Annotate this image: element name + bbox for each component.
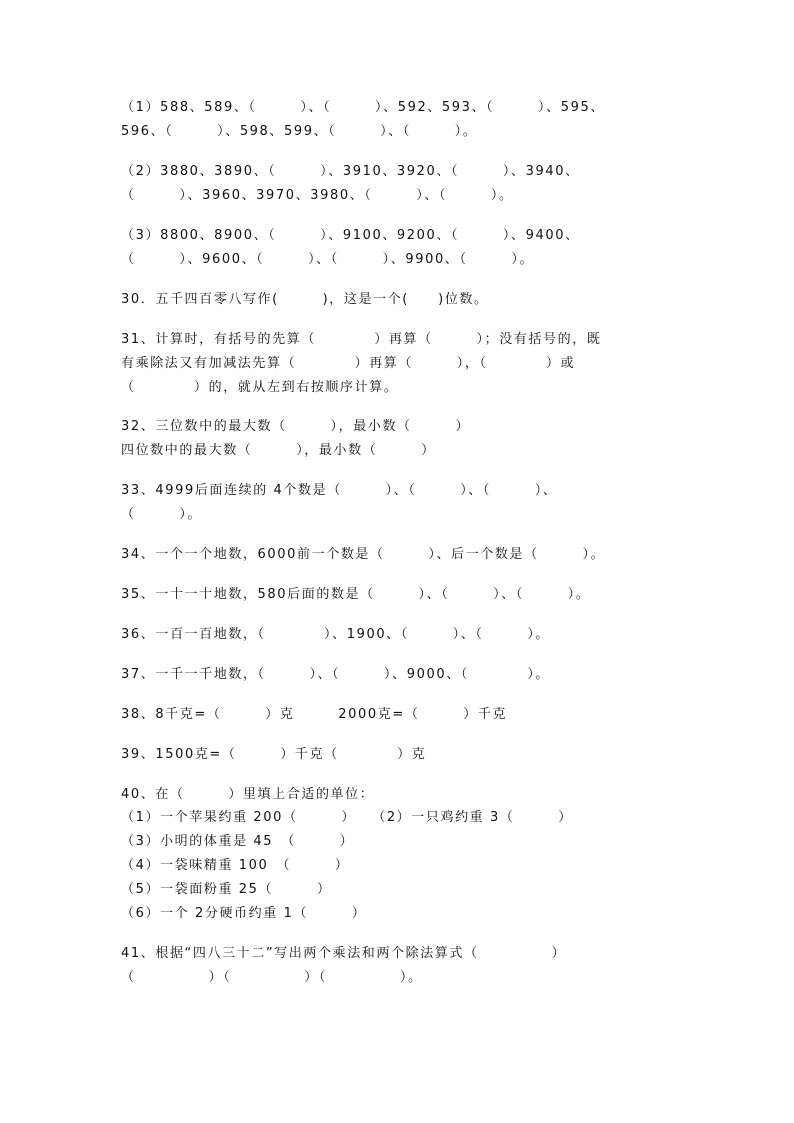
q30-line: 30．五千四百零八写作( )，这是一个( )位数。 — [121, 292, 489, 307]
q40-item-1-2: （1）一个苹果约重 200（ ） （2）一只鸡约重 3（ ） — [121, 810, 573, 825]
q32-line-1: 32、三位数中的最大数（ ），最小数（ ） — [121, 419, 471, 434]
q40-item-5: （5）一袋面粉重 25（ ） — [121, 882, 332, 897]
q40-item-6: （6）一个 2分硬币约重 1（ ） — [121, 906, 367, 921]
q40-heading: 40、在（ ）里填上合适的单位： — [121, 787, 375, 802]
q29-2-line-2: （ ）、3960、3970、3980、（ ）、（ ）。 — [121, 188, 514, 203]
q34-line: 34、一个一个地数，6000前一个数是（ ）、后一个数是（ ）。 — [121, 547, 606, 562]
q31-line-3: （ ）的，就从左到右按顺序计算。 — [121, 380, 399, 395]
q41-line-1: 41、根据“四八三十二”写出两个乘法和两个除法算式（ ） — [121, 946, 567, 961]
q33-line-1: 33、4999后面连续的 4个数是（ ）、（ ）、（ ）、 — [121, 483, 558, 498]
q31-line-2: 有乘除法又有加减法先算（ ）再算（ ），（ ）或 — [121, 356, 576, 371]
q35-line: 35、一十一十地数，580后面的数是（ ）、（ ）、（ ）。 — [121, 587, 591, 602]
q29-1-line-2: 596、（ ）、598、599、（ ）、（ ）。 — [121, 124, 478, 139]
q29-1-line-1: （1）588、589、（ ）、（ ）、592、593、（ ）、595、 — [121, 100, 605, 115]
q29-3-line-2: （ ）、9600、（ ）、（ ）、9900、（ ）。 — [121, 252, 535, 267]
q39-line: 39、1500克=（ ）千克（ ）克 — [121, 747, 427, 762]
q31-line-1: 31、计算时，有括号的先算（ ）再算（ ）；没有括号的，既 — [121, 332, 602, 347]
q29-3-line-1: （3）8800、8900、（ ）、9100、9200、（ ）、9400、 — [121, 228, 580, 243]
q33-line-2: （ ）。 — [121, 507, 203, 522]
q40-item-3: （3）小明的体重是 45 （ ） — [121, 834, 355, 849]
q29-2-line-1: （2）3880、3890、（ ）、3910、3920、（ ）、3940、 — [121, 164, 580, 179]
q38-line: 38、8千克=（ ）克 2000克=（ ）千克 — [121, 707, 508, 722]
q41-line-2: （ ）（ ）（ ）。 — [121, 970, 423, 985]
q32-line-2: 四位数中的最大数（ ），最小数（ ） — [121, 443, 436, 458]
q37-line: 37、一千一千地数，（ ）、（ ）、9000、（ ）。 — [121, 667, 551, 682]
q40-item-4: （4）一袋味精重 100 （ ） — [121, 858, 350, 873]
q36-line: 36、一百一百地数，（ ）、1900、（ ）、（ ）。 — [121, 627, 551, 642]
